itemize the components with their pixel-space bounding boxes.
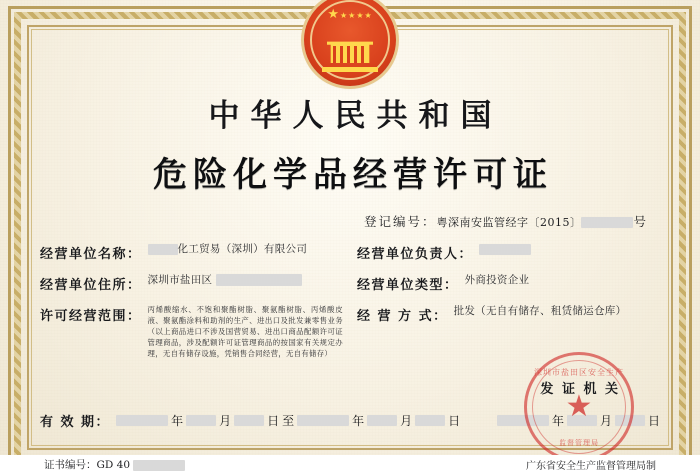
certificate-number-redaction	[133, 460, 185, 471]
legal-person-label: 经营单位负责人：	[357, 247, 474, 262]
fields-grid	[40, 242, 660, 360]
address-redaction	[216, 274, 302, 286]
official-red-seal	[524, 352, 634, 462]
validity-end-year-unit: 年	[352, 413, 365, 428]
registration-number-label: 登记编号：	[363, 214, 437, 229]
validity-start-month-redaction	[186, 415, 216, 426]
legal-person-value	[473, 242, 660, 256]
field-business-scope	[40, 304, 343, 360]
emblem-gate-bars-icon	[333, 46, 367, 63]
right-column-stack	[357, 304, 660, 360]
business-scope-value: 丙烯酸缩水、不饱和聚酯树脂、聚氨酯树脂、丙烯酸皮液、聚氨酯涂料和助剂的生产、进出口及批发兼零售业务（以上商品进口不涉及国营贸易、进出口商品配额许可证管理商品，涉及配额许可证管理商品的按国家有关规定办理，无自有储存设施，凭销售合同经营，无自有储存）	[147, 305, 343, 359]
issue-date-month-unit: 月	[599, 413, 612, 428]
seal-top-text: 深圳市盐田区安全生产	[534, 368, 624, 377]
validity-label: 有 效 期：	[40, 414, 111, 430]
certificate-main-title: 危险化学品经营许可证	[153, 155, 553, 195]
field-business-mode	[357, 304, 660, 324]
registration-number-redaction	[581, 217, 633, 228]
company-name-label: 经营单位名称：	[40, 247, 142, 262]
address-label: 经营单位住所：	[40, 278, 142, 293]
company-name-value: 化工贸易（深圳）有限公司	[142, 242, 343, 256]
validity-end-day-unit: 日	[448, 413, 461, 428]
field-unit-type	[357, 273, 660, 293]
seal-bottom-text: 监督管理局	[559, 439, 599, 447]
validity-end-month-unit: 月	[400, 413, 413, 428]
emblem-base-icon	[322, 67, 378, 72]
field-legal-person	[357, 242, 660, 262]
validity-to-label: 至	[282, 413, 295, 428]
business-scope-label: 许可经营范围：	[40, 309, 142, 324]
validity-start-day-unit: 日	[267, 413, 280, 428]
field-address	[40, 273, 343, 293]
validity-start-year-redaction	[116, 415, 168, 426]
validity-end-day-redaction	[415, 415, 445, 426]
registration-number-row	[40, 212, 660, 230]
country-title: 中华人民共和国	[208, 98, 503, 134]
registration-number-value: 粤深南安监管经字〔2015〕	[436, 216, 582, 229]
business-mode-value: 批发（无自有储存、租赁储运仓库）	[453, 305, 627, 317]
issuer-label: 发 证 机 关	[540, 381, 620, 397]
issuing-authority: 广东省安全生产监督管理局制	[526, 461, 656, 472]
issue-date-year-unit: 年	[551, 413, 564, 428]
business-mode-label: 经 营 方 式：	[357, 309, 448, 324]
seal-star-icon: ★	[565, 390, 593, 423]
address-value: 深圳市盐田区	[142, 273, 343, 287]
field-company-name	[40, 242, 343, 262]
emblem-stars-icon: ★★★★★	[327, 6, 373, 21]
issue-date-day-unit: 日	[647, 413, 660, 428]
validity-start-day-redaction	[234, 415, 264, 426]
legal-person-redaction	[479, 244, 531, 255]
validity-end-year-redaction	[297, 415, 349, 426]
validity-start	[116, 412, 460, 429]
unit-type-value: 外商投资企业	[464, 274, 530, 286]
validity-end-month-redaction	[367, 415, 397, 426]
validity-start-year-unit: 年	[171, 413, 184, 428]
unit-type-label: 经营单位类型：	[357, 278, 459, 293]
certificate-number: 证书编号：GD 40	[44, 457, 185, 472]
footer-strip	[0, 455, 700, 475]
registration-number-suffix: 号	[633, 214, 648, 229]
company-name-redaction-left	[148, 244, 178, 255]
validity-start-month-unit: 月	[219, 413, 232, 428]
